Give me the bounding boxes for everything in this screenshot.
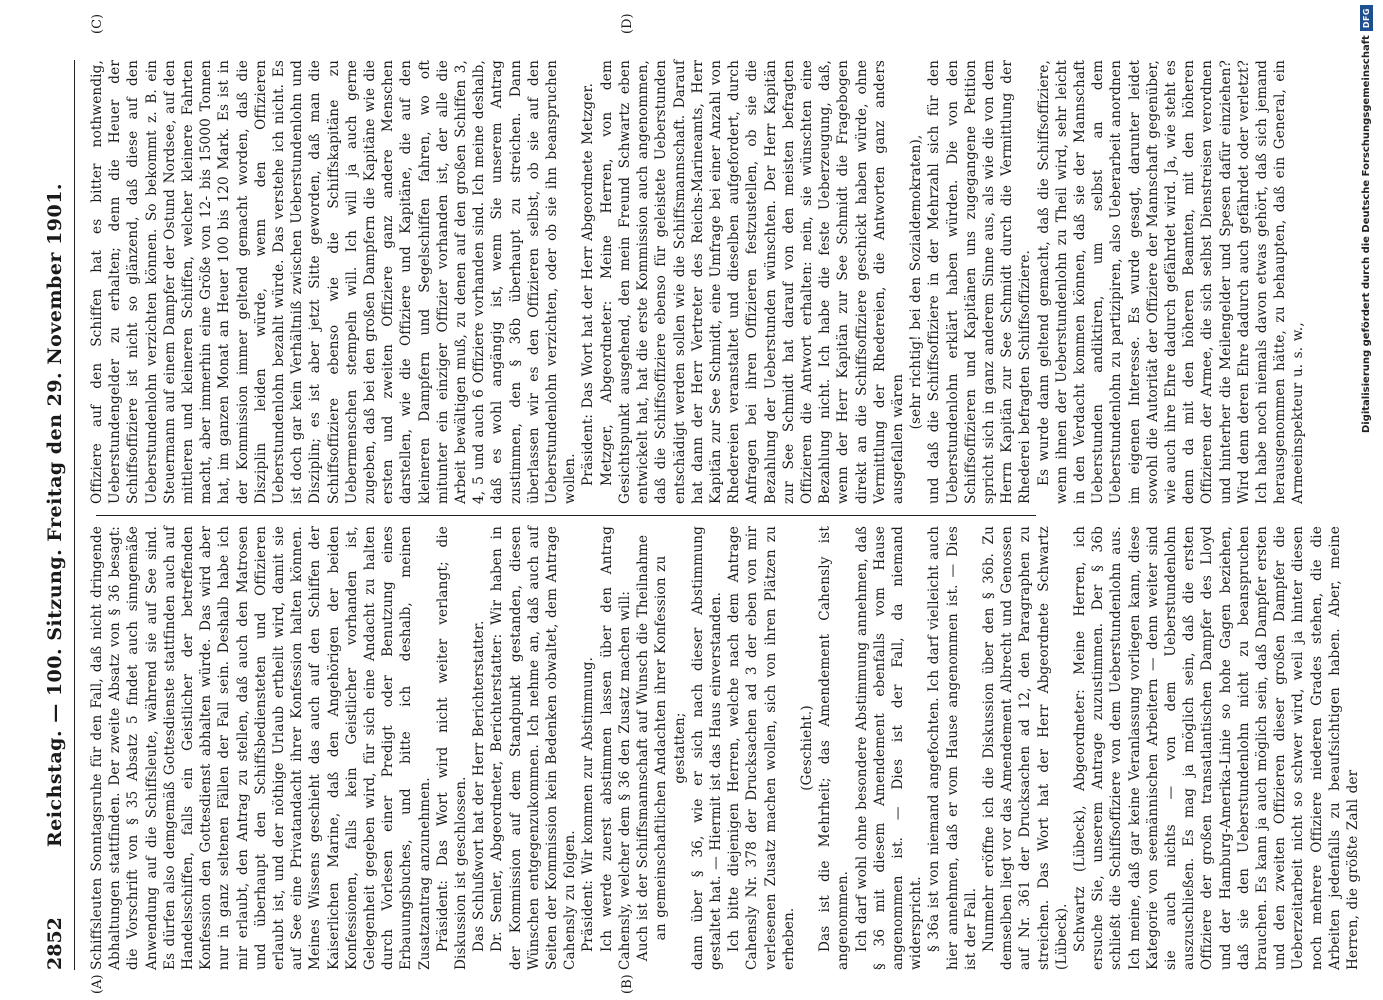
page-header bbox=[40, 60, 75, 970]
right-text-column bbox=[88, 60, 1307, 504]
margin-mark-a: (A) bbox=[90, 974, 105, 994]
paragraph: Präsident: Wir kommen zur Abstimmung. bbox=[580, 656, 597, 952]
digitization-credit bbox=[1355, 5, 1377, 995]
paragraph: Das ist die Mehrheit; das Amendement Cahensly ist angenommen. bbox=[817, 526, 852, 970]
paragraph: Das Schlußwort hat der Herr Berichterstatter. bbox=[471, 620, 488, 952]
paragraph: Metzger, Abgeordneter: Meine Herren, von dem Gesichtspunkt ausgehend, den mein Freund Schwartz eben entwickelt hat, hat die erste Kommission auch angenommen, daß die Schiffsoffiziere ebenso für geleistete Ueberstunden entschädigt werden sollen wie die Schiffsmannschaft. Darauf hat dann der Herr Vertreter des Reichs-Marineamts, Herr Kapitän zur See Schmidt, eine Umfrage bei einer Anzahl von Rhedereien veranstaltet und dieselben aufgefordert, durch Anfragen bei ihren Offizieren festzustellen, ob sie die Bezahlung der Ueberstunden wünschten. Der Herr Kapitän zur See Schmidt hat darauf von den meisten befragten Offizieren die Antwort erhalten: nein, sie wünschten eine Bezahlung nicht. Ich habe die feste Ueberzeugung, daß, wenn der Herr Kapitän zur See Schmidt die Fragebogen direkt an die Schiffsoffiziere geschickt haben würde, ohne Vermittlung der Rhedereien, die Antworten ganz anders ausgefallen wären bbox=[598, 60, 906, 504]
paragraph: Präsident: Das Wort hat der Herr Abgeordnete Metzger. bbox=[580, 82, 597, 486]
paragraph: Es wurde dann geltend gemacht, daß die Schiffsoffiziere, wenn ihnen der Ueberstundenlohn zu Theil wird, sehr leicht in den Verdacht kommen können, daß sie der Mannschaft Ueberstunden andiktiren, um selbst an dem Ueberstundenlohn zu partizipiren, also Ueberarbeit anordnen im eigenen Interesse. Es wurde gesagt, darunter leidet sowohl die Autorität der Offiziere der Mannschaft gegenüber, wie auch ihre Ehre dadurch gefährdet wird. Ja, wie steht es denn da mit den höheren Beamten, mit den höheren Offizieren der Armee, die sich selbst Dienstreisen verordnen und hinterher die Meilengelder und Spesen dafür einziehen? Wird denn deren Ehre dadurch auch gefährdet oder verletzt? Ich habe noch niemals davon etwas gehört, daß sich jemand herausgenommen hätte, zu behaupten, daß ein General, ein Armeeinspekteur u. s. w., bbox=[1035, 60, 1307, 504]
paragraph: Nunmehr eröffne ich die Diskussion über den § 36b. Zu demselben liegt vor das Amendement Albrecht und Genossen auf Nr. 361 der Drucksachen ad 12, den Paragraphen zu streichen. Das Wort hat der Herr Abgeordnete Schwartz (Lübeck). bbox=[980, 526, 1070, 970]
stage-direction: (Geschieht.) bbox=[798, 705, 815, 791]
paragraph: Ich darf wohl ohne besondere Abstimmung annehmen, daß § 36 mit diesem Amendement ebenfalls vom Hause angenommen ist. — Dies ist der Fall, da niemand widerspricht. bbox=[853, 526, 925, 970]
paragraph: und daß die Schiffsoffiziere in der Mehrzahl sich für den Ueberstundenlohn erklärt haben würden. Die von den Schiffsoffizieren und Kapitänen uns zugegangene Petition spricht sich in ganz anderem Sinne aus, als wie die von dem Herrn Kapitän zur See Schmidt durch die Vermittlung der Rhederei befragten Schiffsoffiziere. bbox=[926, 60, 1034, 504]
paragraph: Dr. Semler, Abgeordneter, Berichterstatter: Wir haben in der Kommission auf dem Standpunkt gestanden, diesen Wünschen entgegenzukommen. Ich nehme an, daß auch auf Seiten der Kommission kein Bedenken obwaltet, dem Antrage Cahensly zu folgen. bbox=[489, 526, 579, 970]
credit-text: Digitalisierung gefördert durch die Deutsche Forschungsgemeinschaft bbox=[1360, 35, 1372, 434]
paragraph: Schiffsleuten Sonntagsruhe für den Fall, daß nicht dringende Abhaltungen stattfinden. Der zweite Absatz von § 36 besagt: die Vorschrift von § 35 Absatz 5 findet auch sinngemäße Anwendung auf die Schiffsleute, während sie auf See sind. Es dürfen also demgemäß Gottesdienste stattfinden auch auf Handelsschiffen, falls ein Geistlicher der betreffenden Konfession den Gottesdienst abhalten würde. Das wird aber nur in ganz seltenen Fällen der Fall sein. Deshalb habe ich mir erlaubt, den Antrag zu stellen, daß auch den Matrosen und überhaupt den Schiffsbediensteten und Offizieren erlaubt ist, und der nöthige Urlaub ertheilt wird, damit sie auf See eine Privatandacht ihrer Konfession halten können. Meines Wissens geschieht das auch auf den Schiffen der Kaiserlichen Marine, daß den Angehörigen der beiden Konfessionen, falls kein Geistlicher vorhanden ist, Gelegenheit gegeben wird, für sich eine Andacht zu halten durch Vorlesen einer Predigt oder Benutzung eines Erbauungsbuches, und bitte ich deshalb, meinen Zusatzantrag anzunehmen. bbox=[89, 526, 433, 970]
paragraph: Schwartz (Lübeck), Abgeordneter: Meine Herren, ich ersuche Sie, unserem Antrage zuzustimmen. Der § 36b schließt die Schiffsoffiziere von dem Ueberstundenlohn aus. Ich meine, daß gar keine Veranlassung vorliegen kann, diese Kategorie von seemännischen Arbeitern — denn weiter sind sie auch nichts — von dem Ueberstundenlohn auszuschließen. Es mag ja möglich sein, daß die ersten Offiziere der großen transatlantischen Dampfer des Lloyd und der Hamburg-Amerika-Linie so hohe Gagen beziehen, daß sie den Ueberstundenlohn nicht zu beanspruchen brauchen. Es kann ja auch möglich sein, daß Dampfer ersten und den zweiten Offizieren dieser großen Dampfer die Ueberzeitarbeit nicht so schwer wird, weil ja hinter diesen noch mehrere Offiziere niederen Grades stehen, die die Arbeiten jedenfalls zu beaufsichtigen haben. Aber, meine Herren, die größte Zahl der bbox=[1071, 526, 1362, 970]
margin-mark-b: (B) bbox=[620, 974, 635, 994]
margin-mark-c: (C) bbox=[90, 13, 105, 34]
interjection: (sehr richtig! bei den Sozialdemokraten), bbox=[908, 134, 925, 430]
dfg-logo: DFG bbox=[1360, 5, 1373, 31]
margin-mark-d: (D) bbox=[620, 13, 635, 34]
paragraph: § 36a ist von niemand angefochten. Ich darf vielleicht auch hier annehmen, daß er vom Hause angenommen ist. — Dies ist der Fall. bbox=[926, 525, 979, 970]
paragraph: Offiziere auf den Schiffen hat es bitter nothwendig, Ueberstundengelder zu erhalten; denn die Heuer der Schiffsoffiziere ist nicht so glänzend, daß diese auf den Ueberstundenlohn verzichten können. So bekommt z. B. ein Steuermann auf einem Dampfer der Ostund Nordsee, auf den mittleren und kleineren Schiffen, welcher kleinere Fahrten macht, aber immerhin eine Größe von 12- bis 15000 Tonnen hat, im ganzen Monat an Heuer 100 bis 120 Mark. Es ist in der Kommission immer geltend gemacht worden, daß die Disziplin leiden würde, wenn den Offizieren Ueberstundenlohn bezahlt würde. Das verstehe ich nicht. Es ist doch gar kein Verhältniß zwischen Ueberstundenlohn und Disziplin; es ist aber jetzt Sitte geworden, daß man die Schiffsoffiziere ebenso wie die Schiffskapitäne zu Uebermenschen stempeln will. Ich will ja auch gerne zugeben, daß bei den großen Dampfern die Kapitäne wie die ersten und zweiten Offiziere ganz andere Menschen darstellen, wie die Offiziere und Kapitäne, die auf den kleineren Dampfern und Segelschiffen fahren, wo oft mitunter ein einziger Offizier vorhanden ist, der alle die Arbeit bewältigen muß, zu denen auf den großen Schiffen 3, 4, 5 und auch 6 Offiziere vorhanden sind. Ich meine deshalb, daß es wohl angängig ist, wenn Sie unserem Antrag zustimmen, den § 36b überhaupt zu streichen. Dann überlassen wir es den Offizieren selbst, ob sie auf den Ueberstundenlohn verzichten, oder ob sie ihn beanspruchen wollen. bbox=[89, 60, 579, 504]
paragraph: dann über § 36, wie er sich nach dieser Abstimmung gestaltet hat. — Hiermit ist das Haus einverstanden. bbox=[689, 526, 724, 970]
page-number: 2852 bbox=[44, 917, 66, 970]
running-title: Reichstag. — 100. Sitzung. Freitag den 29. November 1901. bbox=[44, 182, 66, 848]
column-divider bbox=[96, 515, 1036, 516]
quoted-amendment: Auch ist der Schiffsmannschaft auf Wunsch die Theilnahme an gemeinschaftlichen Andachten ihrer Konfession zu gestatten; bbox=[635, 534, 688, 962]
paragraph: Präsident: Das Wort wird nicht weiter verlangt; die Diskussion ist geschlossen. bbox=[434, 526, 470, 970]
left-text-column bbox=[88, 525, 1362, 970]
paragraph: Ich bitte diejenigen Herren, welche nach dem Antrage Cahensly Nr. 378 der Drucksachen ad 3 der eben von mir verlesenen Zusatz machen wollen, sich von ihren Plätzen zu erheben. bbox=[726, 526, 797, 970]
paragraph: Ich werde zuerst abstimmen lassen über den Antrag Cahensly, welcher dem § 36 den Zusatz machen will: bbox=[598, 526, 633, 970]
